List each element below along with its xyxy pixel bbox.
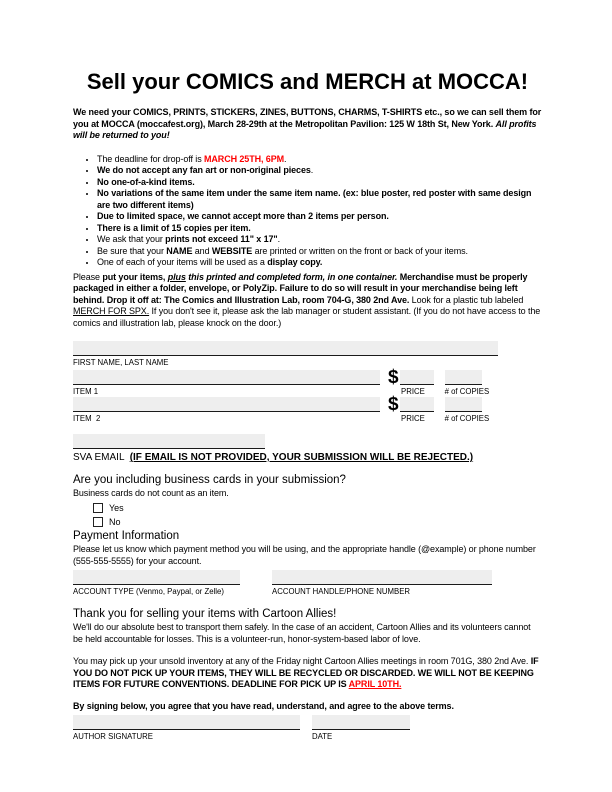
email-input[interactable]	[73, 434, 265, 449]
business-cards-note: Business cards do not count as an item.	[73, 488, 229, 498]
yes-checkbox-label: Yes	[109, 502, 124, 513]
business-cards-question: Are you including business cards in your submission?	[73, 474, 346, 486]
author-signature-label: AUTHOR SIGNATURE	[73, 732, 153, 741]
no-checkbox[interactable]	[93, 517, 103, 527]
rule-two-items-max: • Due to limited space, we cannot accept more than 2 items per person.	[97, 211, 542, 223]
name-field-label: FIRST NAME, LAST NAME	[73, 358, 169, 367]
author-signature-col	[73, 715, 300, 741]
account-type-input[interactable]	[73, 570, 240, 585]
payment-description: Please let us know which payment method you will be using, and the appropriate handle (@example) or phone number (555-555-5555) for your account.	[73, 544, 536, 566]
rule-deadline: • The deadline for drop-off is MARCH 25TH, 6PM.	[97, 154, 542, 166]
thanks-heading: Thank you for selling your items with Cartoon Allies!	[73, 608, 337, 620]
item-2-copies-col	[445, 397, 490, 423]
payment-fields-row	[73, 570, 542, 596]
item-1-price-row	[388, 367, 434, 388]
dollar-sign: $	[388, 367, 399, 388]
thanks-body: We'll do our absolute best to transport them safely. In the case of an accident, Cartoon Allies and its volunteers cannot be held accountable for losses. This is a volunteer-run, honor-system-based labor of love.	[73, 622, 531, 644]
rule-display-copy: • One of each of your items will be used as a display copy.	[97, 257, 542, 269]
account-type-label: ACCOUNT TYPE (Venmo, Paypal, or Zelle)	[73, 587, 224, 596]
item-2-price-input[interactable]	[400, 397, 434, 412]
item-1-row	[73, 367, 542, 396]
date-input[interactable]	[312, 715, 410, 730]
item-1-copies-input[interactable]	[445, 370, 482, 385]
email-field-label: SVA EMAIL (IF EMAIL IS NOT PROVIDED, YOUR SUBMISSION WILL BE REJECTED.)	[73, 452, 474, 463]
agree-statement: By signing below, you agree that you have read, understand, and agree to the above terms.	[73, 700, 454, 711]
form-title: Sell your COMICS and MERCH at MOCCA!	[86, 69, 529, 94]
item-2-price-label: PRICE	[401, 414, 425, 423]
item-2-input[interactable]	[73, 397, 380, 412]
business-cards-yes-row[interactable]	[93, 502, 542, 513]
signature-row	[73, 715, 542, 741]
item-2-price-row	[388, 394, 434, 415]
item-2-price-col	[388, 394, 434, 423]
no-checkbox-label: No	[109, 516, 121, 527]
account-handle-label: ACCOUNT HANDLE/PHONE NUMBER	[272, 587, 411, 596]
business-cards-no-row[interactable]	[93, 516, 542, 527]
dollar-sign: $	[388, 394, 399, 415]
rule-name-website: • Be sure that your NAME and WEBSITE are printed or written on the front or back of your items.	[97, 246, 542, 258]
item-1-price-col	[388, 367, 434, 396]
rule-copy-limit: • There is a limit of 15 copies per item.	[97, 223, 542, 235]
date-col	[312, 715, 410, 741]
item-2-row	[73, 394, 542, 423]
item-2-label: ITEM 2	[73, 414, 101, 423]
account-type-col	[73, 570, 240, 596]
item-1-label: ITEM 1	[73, 387, 99, 396]
container-instructions: Please put your items, plus this printed and completed form, in one container. Merchandise must be properly packaged in either a folder, envelope, or PolyZip. Failure to do so will result in your merchandise being left behind. Drop it off at: The Comics and Illustration Lab, room 704-G, 380 2nd Ave. Look for a plastic tub labeled MERCH FOR SPX. If you don't see it, please ask the lab manager or student assistant. (If you do not have access to the comics and illustration lab, please knock on the door.)	[73, 271, 541, 328]
email-field-block	[73, 434, 542, 464]
item-2-copies-label: # of COPIES	[444, 414, 490, 423]
rule-print-size: • We ask that your prints not exceed 11" x 17".	[97, 234, 542, 246]
author-signature-input[interactable]	[73, 715, 300, 730]
rules-list	[73, 154, 542, 269]
name-input[interactable]	[73, 341, 498, 356]
item-1-copies-label: # of COPIES	[444, 387, 490, 396]
item-1-input[interactable]	[73, 370, 380, 385]
item-2-col	[73, 397, 380, 423]
item-1-price-input[interactable]	[400, 370, 434, 385]
yes-checkbox[interactable]	[93, 503, 103, 513]
item-1-price-label: PRICE	[401, 387, 425, 396]
item-1-copies-col	[445, 370, 490, 396]
item-1-col	[73, 370, 380, 396]
pickup-paragraph: You may pick up your unsold inventory at any of the Friday night Cartoon Allies meetings in room 701G, 380 2nd Ave. IF YOU DO NOT PICK UP YOUR ITEMS, THEY WILL BE RECYCLED OR DISCARDED. WE WILL NOT BE KEEPING ITEMS FOR FUTURE CONVENTIONS. DEADLINE FOR PICK UP IS APRIL 10TH.	[73, 656, 539, 689]
rule-no-fan-art: • We do not accept any fan art or non-original pieces.	[97, 165, 542, 177]
item-2-copies-input[interactable]	[445, 397, 482, 412]
rule-no-variations: • No variations of the same item under the same item name. (ex: blue poster, red poster with same design are two different items)	[97, 188, 542, 211]
account-handle-col	[272, 570, 492, 596]
payment-heading: Payment Information	[73, 530, 180, 542]
intro-paragraph: We need your COMICS, PRINTS, STICKERS, ZINES, BUTTONS, CHARMS, T-SHIRTS etc., so we can sell them for you at MOCCA (moccafest.org), March 28-29th at the Metropolitan Pavilion: 125 W 18th St, New York. All profits will be returned to you!	[73, 107, 542, 140]
rule-no-one-of-a-kind: • No one-of-a-kind items.	[97, 177, 542, 189]
date-label: DATE	[312, 732, 333, 741]
name-field-block	[73, 341, 542, 367]
account-handle-input[interactable]	[272, 570, 492, 585]
form-content	[73, 0, 542, 741]
